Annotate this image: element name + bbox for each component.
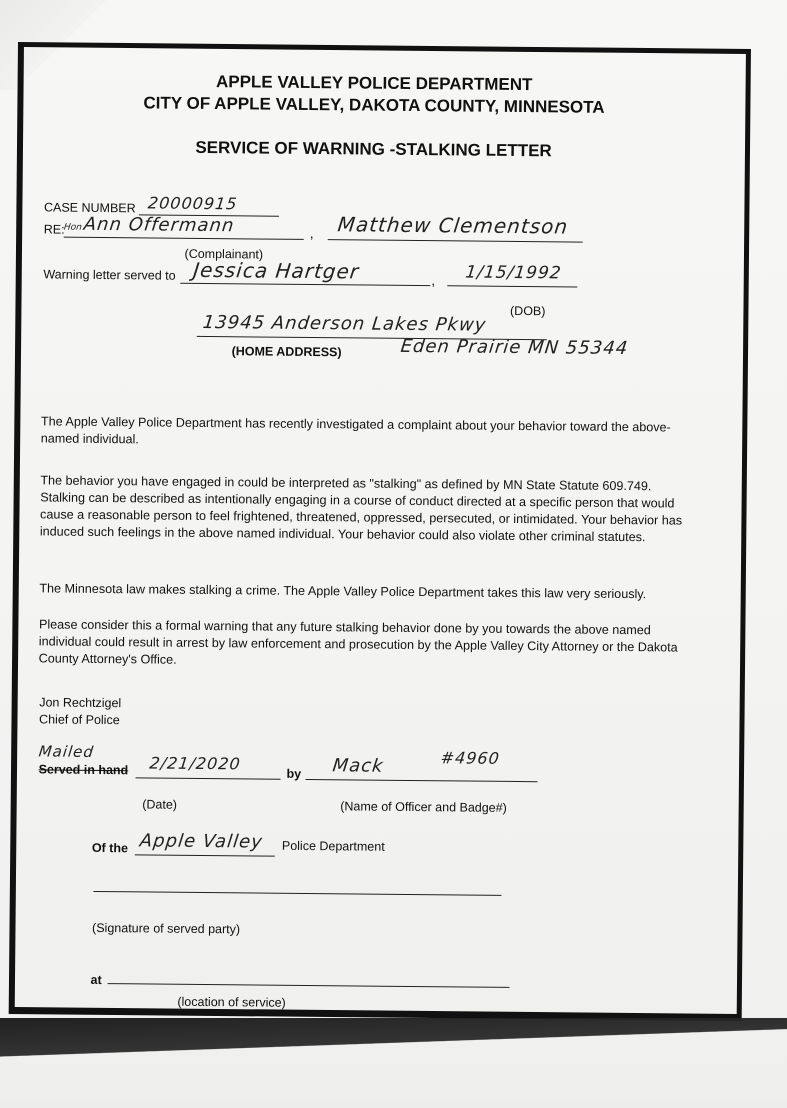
served-signature-line: [93, 891, 501, 896]
scan-bottom-shadow: [0, 1018, 787, 1060]
body-paragraph-2: The behavior you have engaged in could be interpreted as "stalking" as defined by MN State Statute 609.749. Stalking can be described as intentionally engaging in a course of conduct directed at a specific person that would cause a reasonable person to feel frightened, threatened, oppressed, persecuted, or intimidated. Your behavior has induced such feelings in the above named individual. Your behavior could also violate other criminal statutes.: [39, 473, 683, 545]
complainant-underline: [64, 237, 304, 240]
address-line-2: Eden Prairie MN 55344: [399, 335, 630, 360]
department-heading: APPLE VALLEY POLICE DEPARTMENT: [215, 72, 533, 95]
second-party-name: Matthew Clementson: [336, 212, 570, 239]
case-number-value: 20000915: [146, 193, 239, 214]
date-caption: (Date): [142, 797, 178, 812]
department-value: Apple Valley: [138, 830, 265, 853]
re-handwritten-prefix: Hon: [63, 222, 83, 233]
served-to-name: Jessica Hartger: [192, 257, 361, 284]
served-to-label: Warning letter served to: [43, 267, 176, 283]
chief-title: Chief of Police: [39, 712, 120, 728]
re-label: RE:: [43, 222, 65, 237]
body-paragraph-3: The Minnesota law makes stalking a crime. The Apple Valley Police Department takes this law very seriously.: [39, 581, 647, 602]
chief-name: Jon Rechtzigel: [39, 695, 122, 711]
second-party-underline: [328, 239, 583, 242]
served-signature-caption: (Signature of served party): [92, 920, 241, 937]
body-paragraph-4: Please consider this a formal warning that any future stalking behavior done by you towards the above named individual could result in arrest by law enforcement and prosecution by the Apple Valley City Attorney or the Dakota County Attorney's Office.: [38, 617, 678, 667]
department-suffix: Police Department: [281, 838, 385, 854]
service-method-handwritten: Mailed: [37, 742, 96, 761]
city-heading: CITY OF APPLE VALLEY, DAKOTA COUNTY, MINNESOTA: [143, 93, 605, 117]
dob-underline: [447, 285, 577, 287]
address-caption: (HOME ADDRESS): [231, 344, 342, 360]
served-to-underline: [180, 283, 430, 286]
officer-underline: [306, 779, 538, 782]
dob-caption: (DOB): [509, 303, 546, 319]
case-number-label: CASE NUMBER: [43, 200, 136, 216]
service-method-printed: Served in hand: [38, 762, 129, 778]
location-caption: (location of service): [177, 994, 286, 1010]
comma-separator: ,: [309, 224, 314, 242]
officer-caption: (Name of Officer and Badge#): [340, 799, 507, 815]
complainant-caption: (Complainant): [184, 246, 264, 262]
service-date-underline: [136, 777, 281, 779]
officer-name: Mack: [331, 755, 385, 777]
comma-separator-dob: ,: [431, 272, 436, 289]
document-title: SERVICE OF WARNING -STALKING LETTER: [195, 137, 552, 161]
location-line: [108, 983, 510, 988]
officer-badge: #4960: [439, 748, 501, 768]
at-label: at: [90, 972, 102, 988]
dob-value: 1/15/1992: [464, 262, 563, 284]
address-line-1: 13945 Anderson Lakes Pkwy: [201, 311, 488, 336]
complainant-name: Ann Offermann: [82, 213, 236, 237]
service-date-value: 2/21/2020: [148, 753, 242, 774]
by-label: by: [286, 766, 302, 781]
department-underline: [135, 854, 275, 856]
body-paragraph-1: The Apple Valley Police Department has recently investigated a complaint about your behavior toward the above-named individual.: [40, 414, 671, 447]
of-the-label: Of the: [91, 840, 129, 856]
